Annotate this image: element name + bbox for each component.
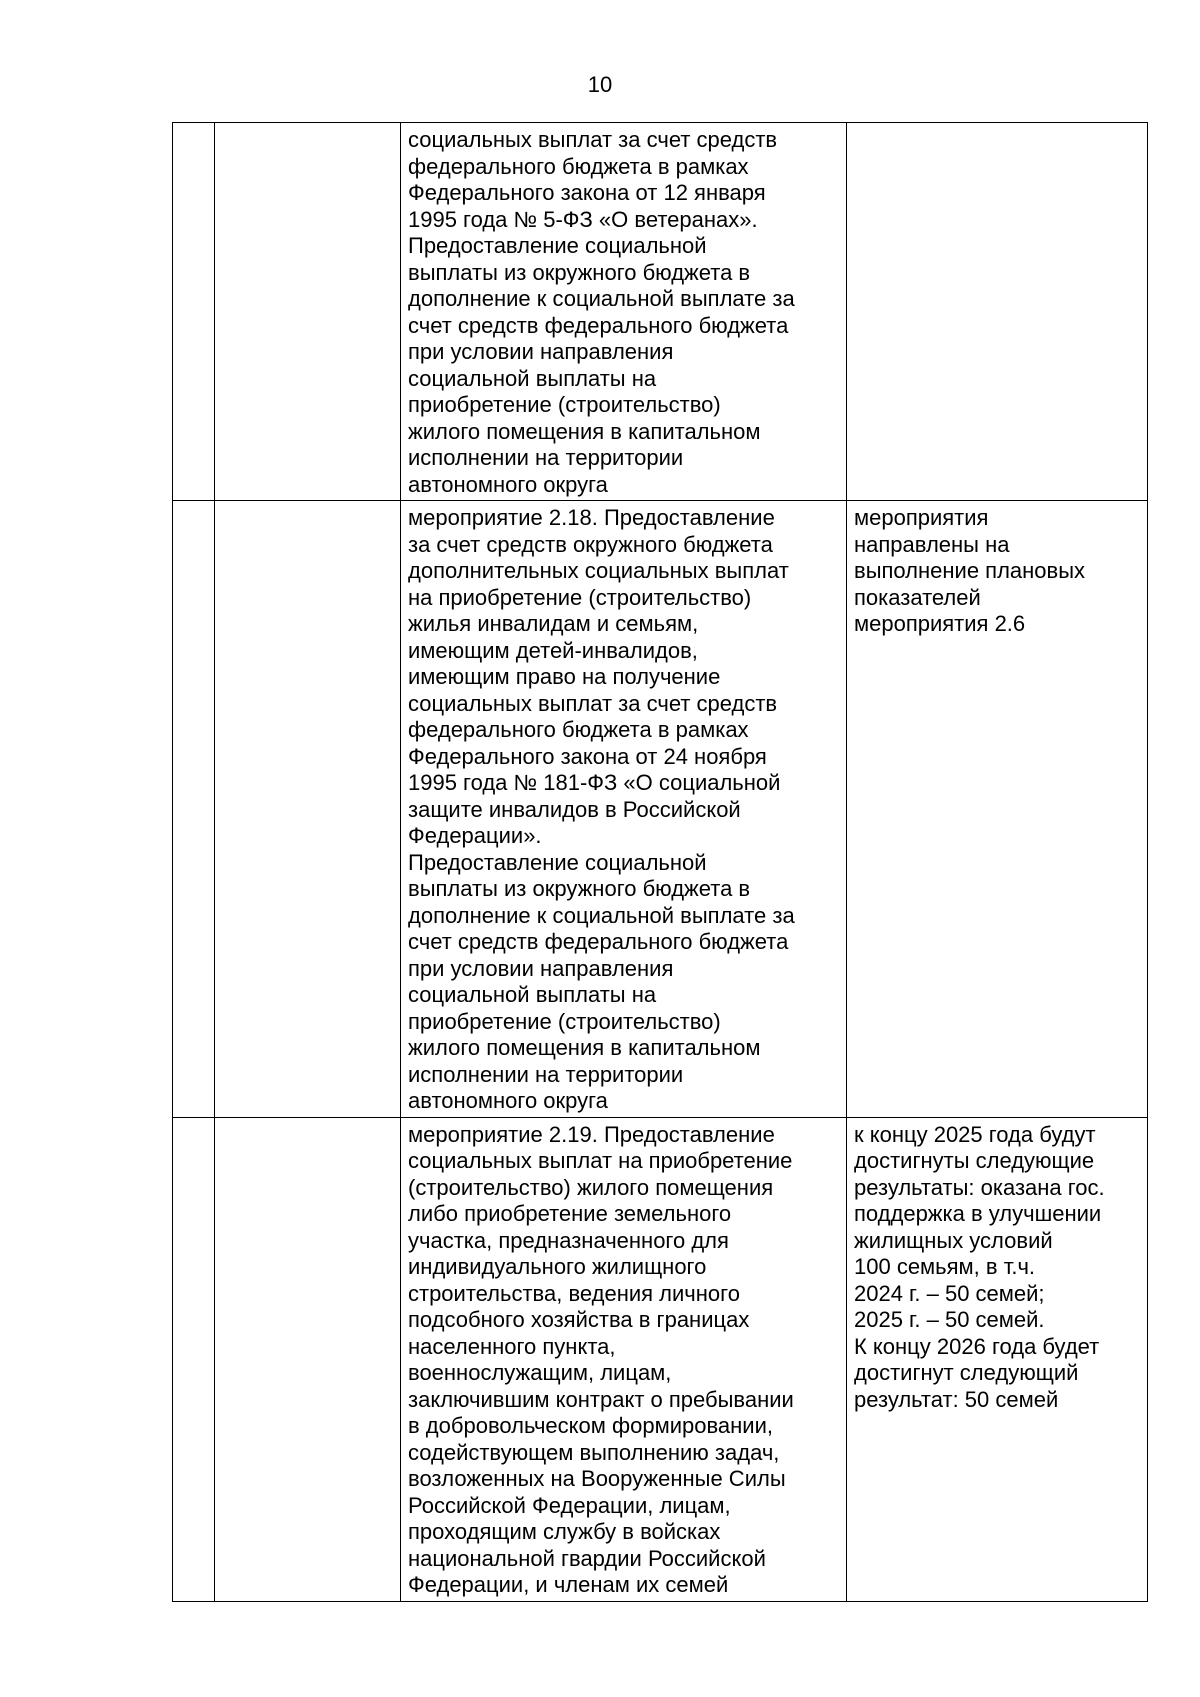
- activity-cell: социальных выплат за счет средств федерального бюджета в рамках Федерального закона от 12 января 1995 года № 5-ФЗ «О ветеранах». Предоставление социальной выплаты из окружного бюджета в дополнение к социальной выплате за счет средств федерального бюджета при условии направления социальной выплаты на приобретение (строительство) жилого помещения в капитальном исполнении на территории автономного округа: [401, 123, 847, 501]
- table-row: [173, 501, 1148, 1118]
- task-cell: [215, 501, 401, 1118]
- task-cell: [215, 1117, 401, 1601]
- table-row: [173, 1117, 1148, 1601]
- activity-cell: мероприятие 2.19. Предоставление социальных выплат на приобретение (строительство) жилого помещения либо приобретение земельного участка, предназначенного для индивидуального жилищного строительства, ведения личного подсобного хозяйства в границах населенного пункта, военнослужащим, лицам, заключившим контракт о пребывании в добровольческом формировании, содействующем выполнению задач, возложенных на Вооруженные Силы Российской Федерации, лицам, проходящим службу в войсках национальной гвардии Российской Федерации, и членам их семей: [401, 1117, 847, 1601]
- result-cell: [847, 123, 1148, 501]
- number-cell: [173, 1117, 215, 1601]
- program-activities-table: [172, 122, 1148, 1602]
- task-cell: [215, 123, 401, 501]
- page-number: 10: [587, 72, 613, 97]
- result-cell: мероприятия направлены на выполнение плановых показателей мероприятия 2.6: [847, 501, 1148, 1118]
- number-cell: [173, 501, 215, 1118]
- activity-cell: мероприятие 2.18. Предоставление за счет средств окружного бюджета дополнительных социальных выплат на приобретение (строительство) жилья инвалидам и семьям, имеющим детей-инвалидов, имеющим право на получение социальных выплат за счет средств федерального бюджета в рамках Федерального закона от 24 ноября 1995 года № 181-ФЗ «О социальной защите инвалидов в Российской Федерации». Предоставление социальной выплаты из окружного бюджета в дополнение к социальной выплате за счет средств федерального бюджета при условии направления социальной выплаты на приобретение (строительство) жилого помещения в капитальном исполнении на территории автономного округа: [401, 501, 847, 1118]
- table-row: [173, 123, 1148, 501]
- result-cell: к концу 2025 года будут достигнуты следующие результаты: оказана гос. поддержка в улучшении жилищных условий 100 семьям, в т.ч. 2024 г. – 50 семей; 2025 г. – 50 семей. К концу 2026 года будет достигнут следующий результат: 50 семей: [847, 1117, 1148, 1601]
- number-cell: [173, 123, 215, 501]
